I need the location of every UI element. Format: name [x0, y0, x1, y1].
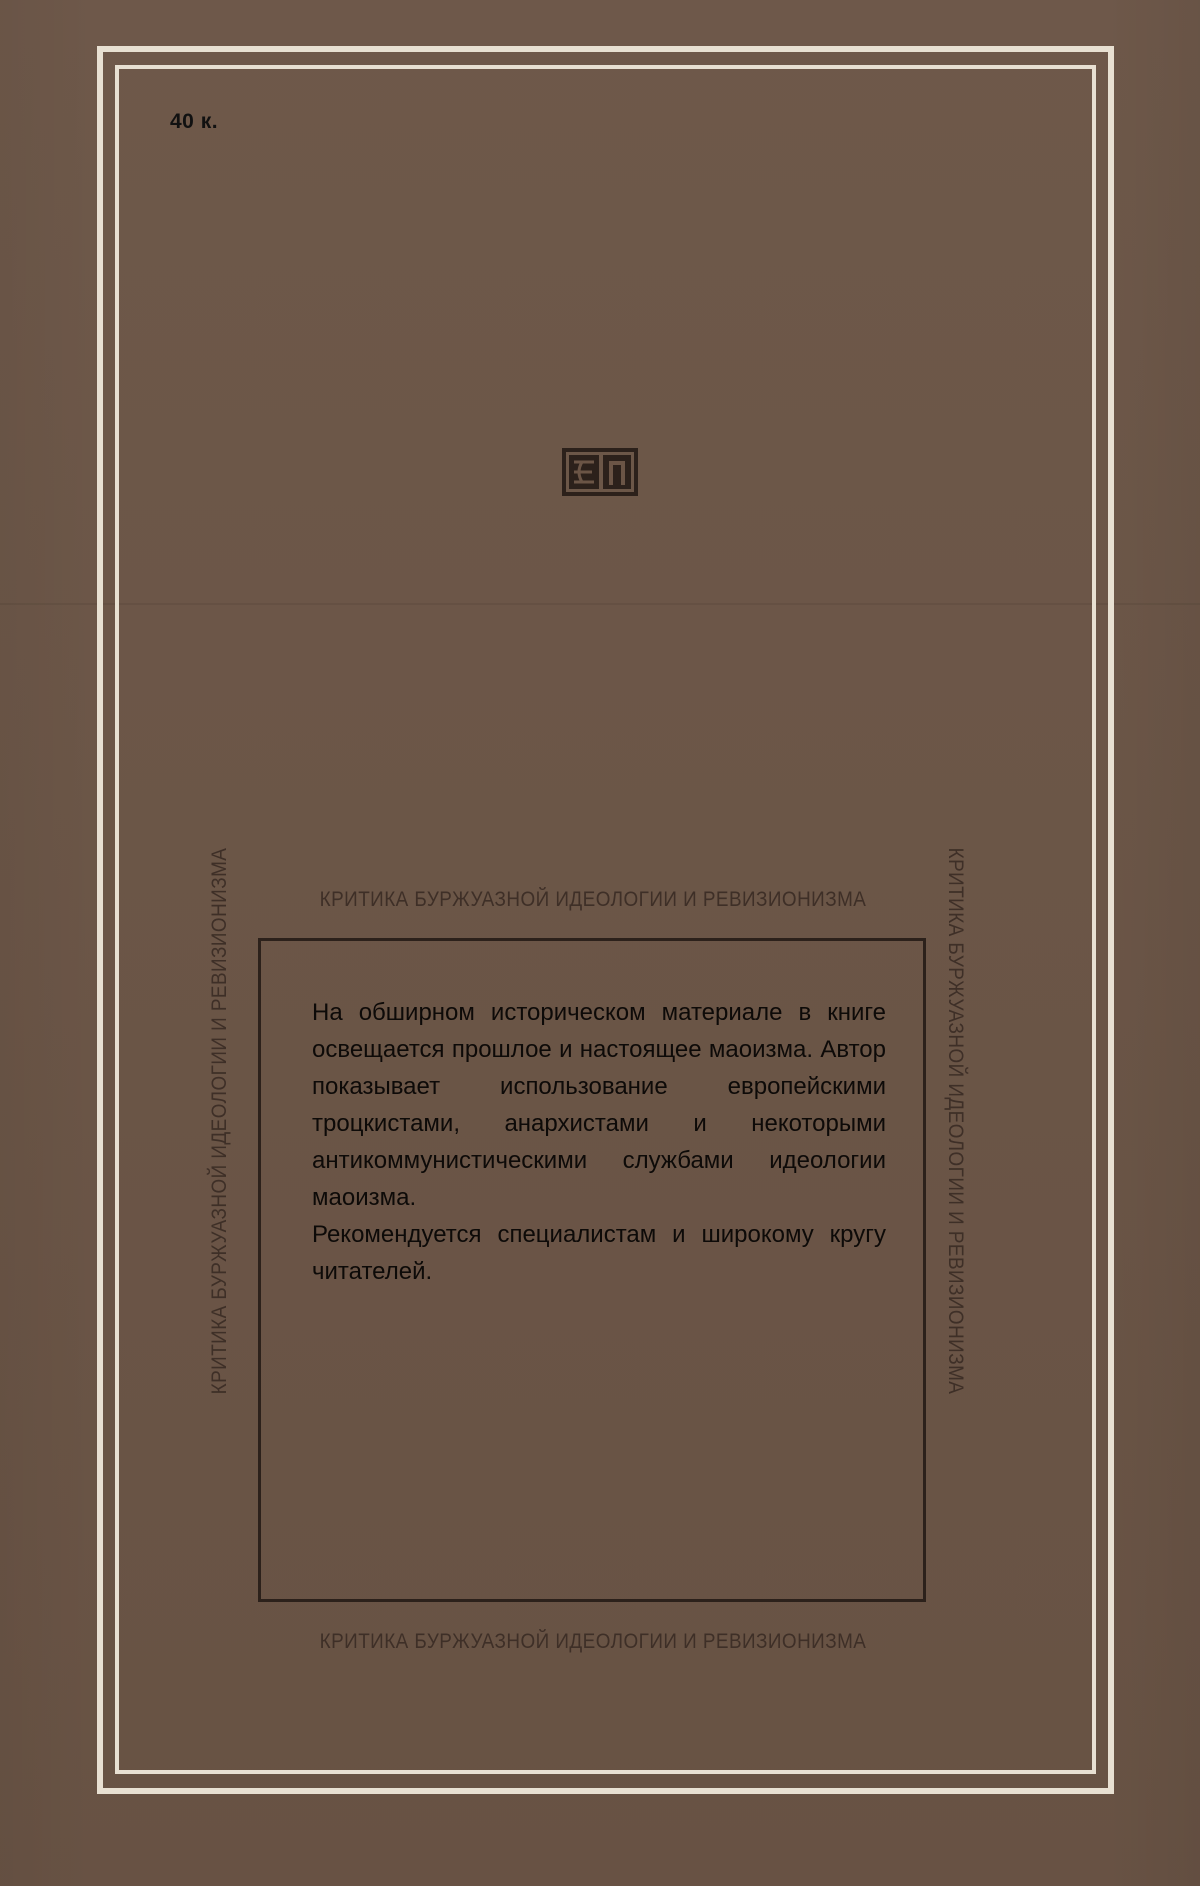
series-title-top: КРИТИКА БУРЖУАЗНОЙ ИДЕОЛОГИИ И РЕВИЗИОНИЗМА: [319, 888, 867, 911]
annotation-text: [312, 994, 886, 1290]
series-title-bottom: КРИТИКА БУРЖУАЗНОЙ ИДЕОЛОГИИ И РЕВИЗИОНИЗМА: [319, 1630, 867, 1653]
series-title-left: КРИТИКА БУРЖУАЗНОЙ ИДЕОЛОГИИ И РЕВИЗИОНИЗМА: [208, 847, 231, 1395]
price-label: 40 к.: [170, 110, 219, 133]
series-title-right: КРИТИКА БУРЖУАЗНОЙ ИДЕОЛОГИИ И РЕВИЗИОНИЗМА: [944, 847, 967, 1395]
annotation-paragraph: На обширном историческом материале в книге освещается прошлое и настоящее маоизма. Автор показывает использование европейскими троцкистами, анархистами и некоторыми антикоммунистическими службами идеологии маоизма.: [312, 999, 886, 1211]
annotation-paragraph: Рекомендуется специалистам и широкому кругу читателей.: [312, 1221, 886, 1285]
publisher-emblem-icon: [562, 448, 638, 496]
